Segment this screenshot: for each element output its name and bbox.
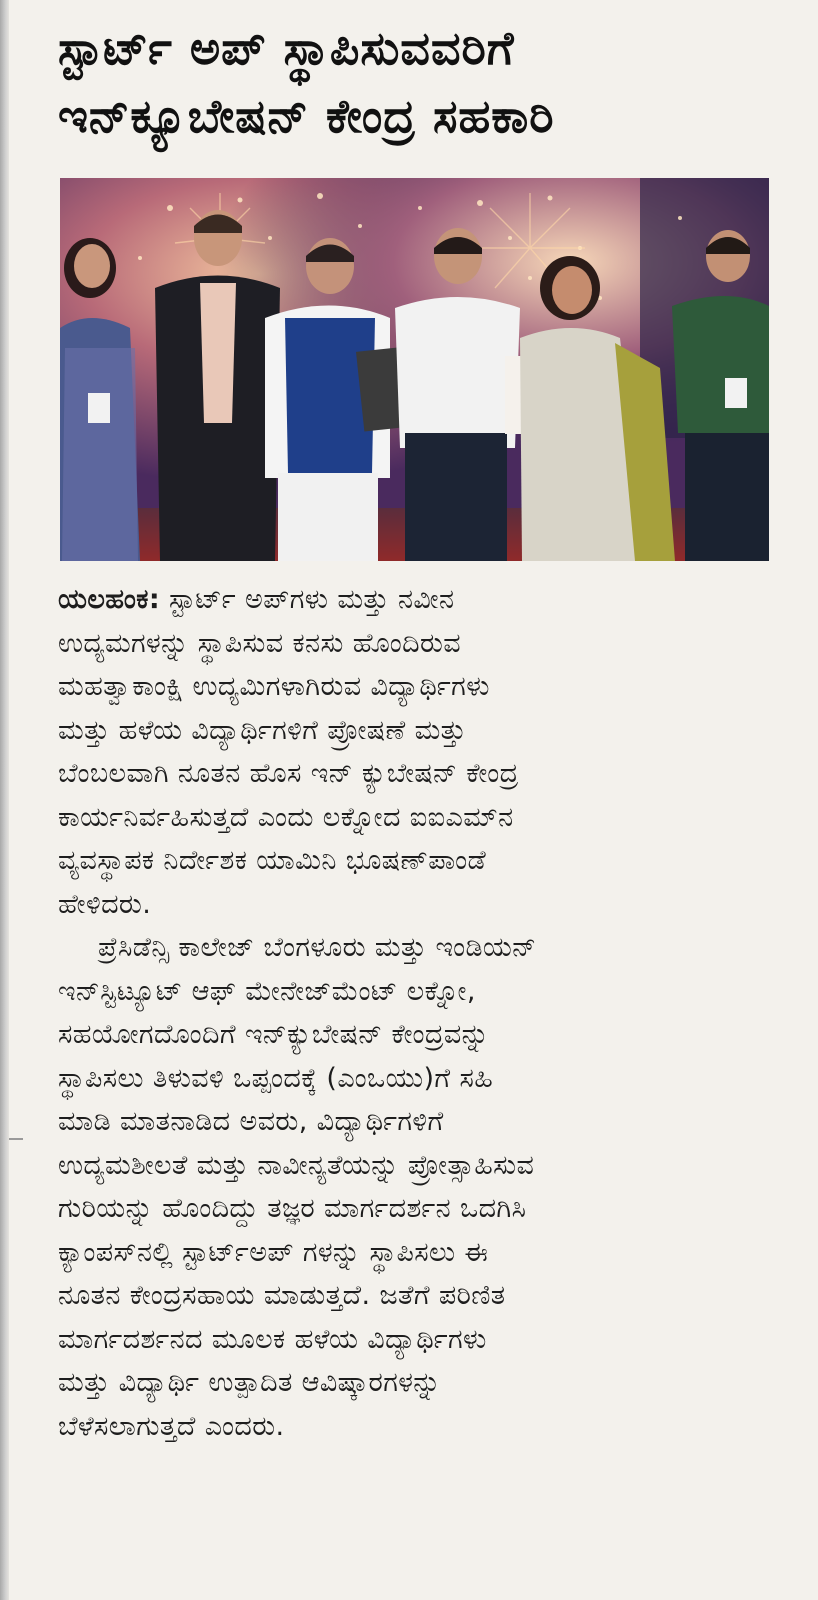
paragraph-1-line-text: ಸ್ಟಾರ್ಟ್ ಅಪ್‌ಗಳು ಮತ್ತು ನವೀನ xyxy=(169,584,455,615)
article-body xyxy=(58,578,778,1448)
paragraph-2-line: ಇನ್‌ಸ್ಟಿಟ್ಯೂಟ್ ಆಫ್ ಮೇನೇಜ್‌ಮೆಂಟ್ ಲಕ್ನೋ, xyxy=(58,975,476,1007)
headline-line-2: ಇನ್‌ಕ್ಯೂಬೇಷನ್ ಕೇಂದ್ರ ಸಹಕಾರಿ xyxy=(58,89,555,143)
paragraph-1-line: ಮತ್ತು ಹಳೆಯ ವಿದ್ಯಾರ್ಥಿಗಳಿಗೆ ಪ್ರೋಷಣೆ ಮತ್ತು xyxy=(58,714,467,746)
paragraph-2-line: ಮತ್ತು ವಿದ್ಯಾರ್ಥಿ ಉತ್ಪಾದಿತ ಆವಿಷ್ಕಾರಗಳನ್ನು xyxy=(58,1367,441,1398)
paragraph-1-line: ಉದ್ಯಮಗಳನ್ನು ಸ್ಥಾಪಿಸುವ ಕನಸು ಹೊಂದಿರುವ xyxy=(58,627,461,659)
page-edge-tick xyxy=(9,1138,23,1140)
paragraph-2-line: ನೂತನ ಕೇಂದ್ರಸಹಾಯ ಮಾಡುತ್ತದೆ. ಜತೆಗೆ ಪರಿಣಿತ xyxy=(58,1280,506,1311)
paragraph-1-line xyxy=(58,578,778,622)
paragraph-1-line: ಹೇಳಿದರು. xyxy=(58,888,152,920)
paragraph-2-line: ಗುರಿಯನ್ನು ಹೊಂದಿದ್ದು ತಜ್ಞರ ಮಾರ್ಗದರ್ಶನ ಒದಗಿಸಿ xyxy=(58,1193,527,1224)
paragraph-1-line: ವ್ಯವಸ್ಥಾಪಕ ನಿರ್ದೇಶಕ ಯಾಮಿನಿ ಭೂಷಣ್‌ಪಾಂಡೆ xyxy=(58,845,487,876)
paragraph-1 xyxy=(58,578,778,926)
paragraph-1-line: ಮಹತ್ವಾಕಾಂಕ್ಷಿ ಉದ್ಯಮಿಗಳಾಗಿರುವ ವಿದ್ಯಾರ್ಥಿಗಳು xyxy=(58,671,490,702)
paragraph-2 xyxy=(58,926,778,1448)
page-edge-rule xyxy=(0,0,9,1600)
paragraph-1-line: ಕಾರ್ಯನಿರ್ವಹಿಸುತ್ತದೆ ಎಂದು ಲಕ್ನೋದ ಐಐಎಮ್‌ನ xyxy=(58,801,514,833)
paragraph-1-line: ಬೆಂಬಲವಾಗಿ ನೂತನ ಹೊಸ ಇನ್ ಕ್ಯುಬೇಷನ್ ಕೇಂದ್ರ xyxy=(58,758,519,789)
news-photo xyxy=(60,178,769,561)
headline xyxy=(58,14,778,150)
paragraph-2-line: ಮಾರ್ಗದರ್ಶನದ ಮೂಲಕ ಹಳೆಯ ವಿದ್ಯಾರ್ಥಿಗಳು xyxy=(58,1323,487,1355)
paragraph-2-line: ಮಾಡಿ ಮಾತನಾಡಿದ ಅವರು, ವಿದ್ಯಾರ್ಥಿಗಳಿಗೆ xyxy=(58,1106,444,1137)
paragraph-2-line: ಉದ್ಯಮಶೀಲತೆ ಮತ್ತು ನಾವೀನ್ಯತೆಯನ್ನು ಪ್ರೋತ್ಸಾಹಿಸುವ xyxy=(58,1149,535,1181)
dateline: ಯಲಹಂಕ: xyxy=(58,584,161,615)
paragraph-2-line: ಪ್ರೆಸಿಡೆನ್ಸಿ ಕಾಲೇಜ್ ಬೆಂಗಳೂರು ಮತ್ತು ಇಂಡಿಯನ್ xyxy=(98,932,537,963)
paragraph-2-line: ಸಹಯೋಗದೊಂದಿಗೆ ಇನ್‌ಕ್ಯುಬೇಷನ್ ಕೇಂದ್ರವನ್ನು xyxy=(58,1019,490,1050)
paragraph-2-line: ಸ್ಥಾಪಿಸಲು ತಿಳುವಳಿ ಒಪ್ಪಂದಕ್ಕೆ (ಎಂಒಯು)ಗೆ ಸಹಿ xyxy=(58,1062,494,1094)
paragraph-2-line: ಬೆಳೆಸಲಾಗುತ್ತದೆ ಎಂದರು. xyxy=(58,1410,285,1442)
paragraph-2-line: ಕ್ಯಾಂಪಸ್‌ನಲ್ಲಿ ಸ್ಟಾರ್ಟ್‌ಅಪ್ ಗಳನ್ನು ಸ್ಥಾಪಿಸಲು ಈ xyxy=(58,1236,489,1268)
headline-line-1: ಸ್ಟಾರ್ಟ್ ಅಪ್ ಸ್ಥಾಪಿಸುವವರಿಗೆ xyxy=(58,21,515,75)
